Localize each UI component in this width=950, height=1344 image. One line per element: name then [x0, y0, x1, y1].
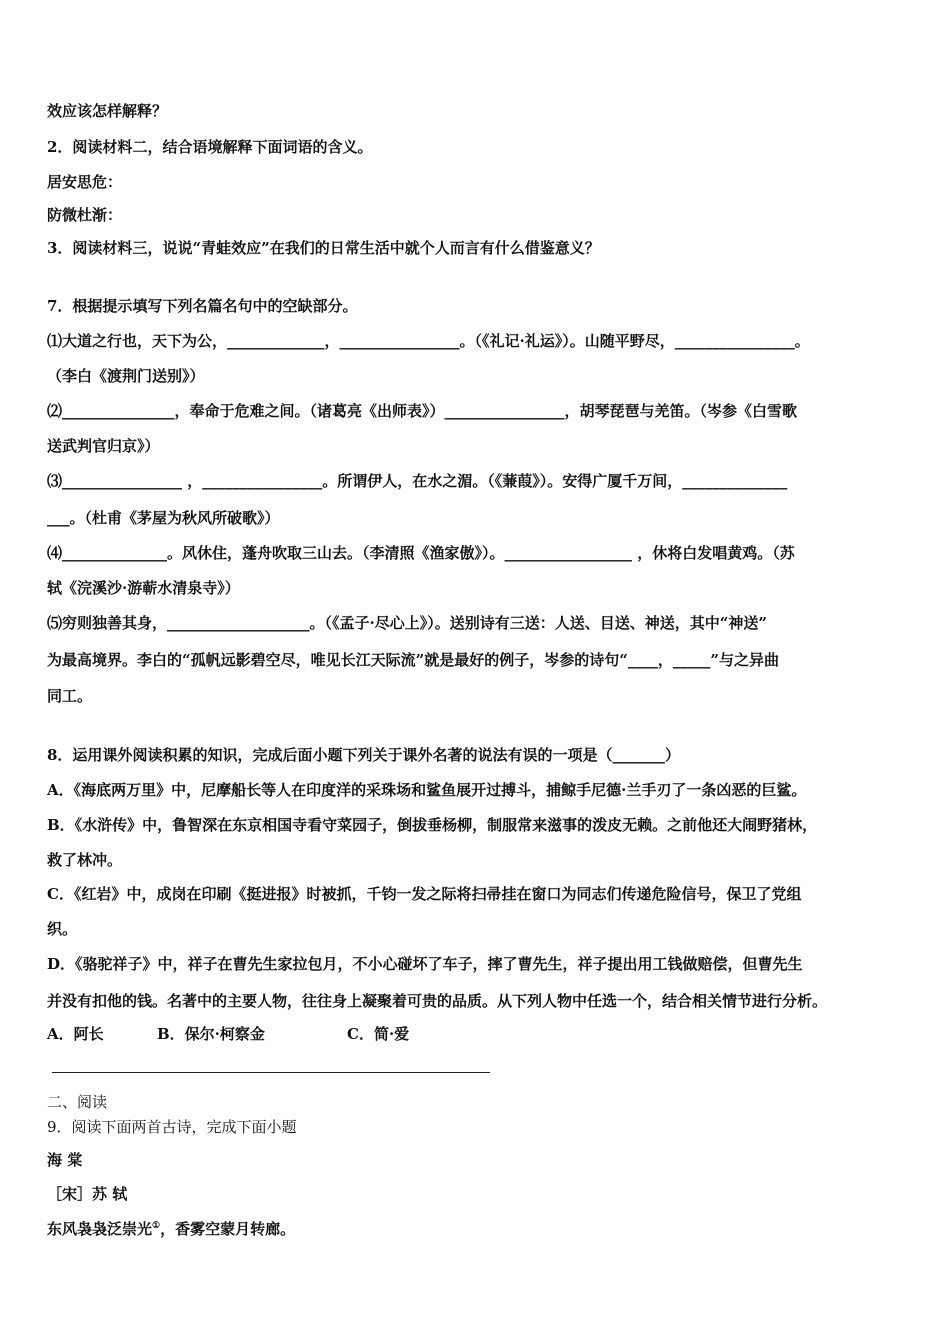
- question-7: 7．根据提示填写下列名篇名句中的空缺部分。: [47, 297, 358, 315]
- q7-item-1-cont: （李白《渡荆门送别》）: [47, 367, 205, 385]
- text-line: 效应该怎样解释？: [47, 102, 168, 120]
- question-3: 3．阅读材料三，说说“青蛙效应”在我们的日常生活中就个人而言有什么借鉴意义？: [47, 239, 600, 257]
- q7-item-2-cont: 送武判官归京》）: [47, 437, 160, 455]
- q8-option-a: A．《海底两万里》中，尼摩船长等人在印度洋的采珠场和鲨鱼展开过搏斗，捕鲸手尼德·兰手刃了一条凶恶的巨鲨。: [47, 781, 807, 799]
- option-a: A．阿长: [47, 1025, 104, 1043]
- q7-item-3-cont: ___。（杜甫《茅屋为秋风所破歌》）: [47, 509, 280, 527]
- q7-item-5-end: 同工。: [47, 687, 93, 705]
- option-b: B．保尔·柯察金: [157, 1025, 265, 1043]
- poem-author: ［宋］苏 轼: [47, 1185, 128, 1203]
- q7-item-5-cont: 为最高境界。李白的“孤帆远影碧空尽，唯见长江天际流”就是最好的例子，岑参的诗句“____，_____”与之异曲: [47, 651, 780, 669]
- character-options: [47, 1024, 409, 1044]
- question-2: 2．阅读材料二，结合语境解释下面词语的含义。: [47, 138, 373, 156]
- q8-option-c-cont: 织。: [47, 920, 78, 938]
- q8-option-d: D．《骆驼祥子》中，祥子在曹先生家拉包月，不小心碰坏了车子，摔了曹先生，祥子提出用工钱做赔偿，但曹先生: [47, 955, 803, 973]
- poem-title: 海 棠: [47, 1151, 83, 1169]
- q8-option-c: C．《红岩》中，成岗在印刷《挺进报》时被抓，千钧一发之际将扫帚挂在窗口为同志们传递危险信号，保卫了党组: [47, 885, 802, 903]
- q7-item-1: ⑴大道之行也，天下为公，_____________，________________。（《礼记·礼运》）。山随平野尽，________________。: [47, 332, 810, 350]
- question-8: 8．运用课外阅读积累的知识，完成后面小题下列关于课外名著的说法有误的一项是（_______）: [47, 746, 680, 764]
- footnote-marker: ①: [152, 1221, 161, 1231]
- option-c: C．简·爱: [347, 1025, 410, 1043]
- q7-item-4: ⑷______________。风休住，蓬舟吹取三山去。（李清照《渔家傲》）。_________________ ，休将白发唱黄鸡。（苏: [47, 544, 795, 562]
- question-9: 9．阅读下面两首古诗，完成下面小题: [47, 1118, 297, 1136]
- divider: [52, 1072, 490, 1073]
- q8-option-d-cont: 并没有扣他的钱。名著中的主要人物，往往身上凝聚着可贵的品质。从下列人物中任选一个，结合相关情节进行分析。: [47, 992, 828, 1010]
- q8-option-b-cont: 救了林冲。: [47, 851, 123, 869]
- q7-item-5: ⑸穷则独善其身，___________________。（《孟子·尽心上》）。送别诗有三送：人送、目送、神送，其中“神送”: [47, 614, 767, 632]
- q7-item-2: ⑵_______________，奉命于危难之间。（诸葛亮《出师表》）________________，胡琴琵琶与羌笛。（岑参《白雪歌: [47, 402, 798, 420]
- q7-item-4-cont: 轼《浣溪沙·游蕲水清泉寺》）: [47, 579, 240, 597]
- term-1: 居安思危：: [47, 173, 123, 191]
- section-heading: 二、阅读: [47, 1093, 108, 1111]
- term-2: 防微杜渐：: [47, 206, 123, 224]
- q8-option-b: B．《水浒传》中，鲁智深在东京相国寺看守菜园子，倒拔垂杨柳，制服常来滋事的泼皮无赖。之前他还大闹野猪林，: [47, 816, 818, 834]
- q7-item-3: ⑶________________ ，________________。所谓伊人，在水之湄。（《蒹葭》）。安得广厦千万间，______________: [47, 472, 788, 490]
- poem-line-1: 东风袅袅泛崇光①，香雾空蒙月转廊。: [47, 1220, 296, 1238]
